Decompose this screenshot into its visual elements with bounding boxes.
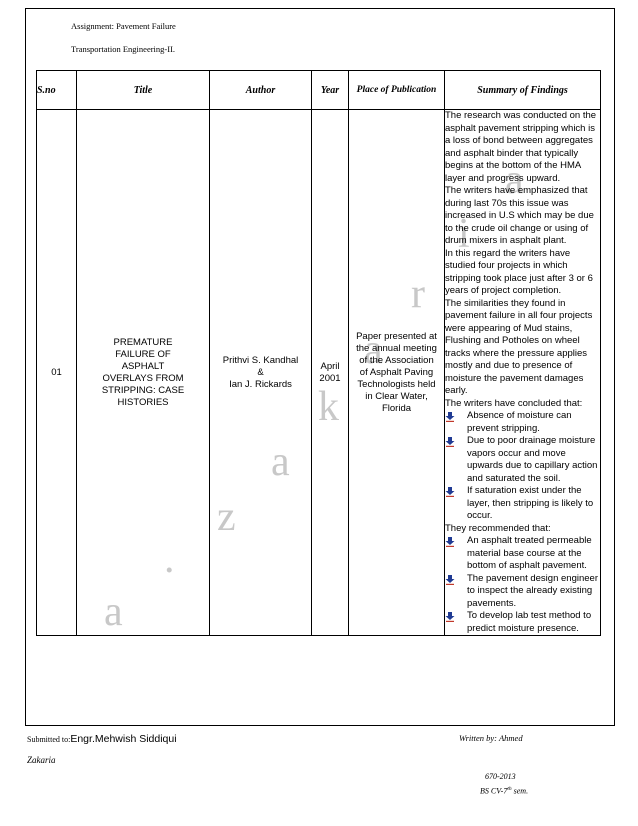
class-suffix: sem. [511,786,529,796]
conclusion-item [445,485,600,523]
submitted-label: Submitted to: [27,735,71,744]
place-line: of the Association [359,354,434,366]
summary-paragraph: The research was conducted on the asphalt pavement stripping which is a loss of bond between aggregates and asphalt binder that typically begins at the bottom of the HMA layer and progress upward. [445,110,597,184]
title-line: HISTORIES [117,396,169,408]
author-last-name: Zakaria [27,755,56,765]
watermark-letter: . [164,536,175,582]
arrow-down-bullet-icon [445,573,467,585]
title-line: ASPHALT [121,360,165,372]
written-by: Written by: Ahmed [459,733,523,743]
summary-paragraph: The similarities they found in pavement failure in all four projects were appearing of Mud stains, Flushing and Potholes on wheel tracks where the pressure applies mostly and due to presence of moisture the pavement damages early. [445,297,593,396]
submitted-name: Engr.Mehwish Siddiqui [70,733,177,745]
cell-sno: 01 [37,110,77,636]
conclusion-text: Absence of moisture can prevent stripping. [467,410,572,434]
place-line: Florida [381,402,412,414]
watermark-letter: i [458,211,470,257]
author-line: Prithvi S. Kandhal [222,354,299,366]
watermark-letter: a [505,157,524,203]
recommendation-text: An asphalt treated permeable material base course at the bottom of asphalt pavement. [467,535,592,571]
cell-title [77,110,210,636]
author-line: & [257,366,264,378]
table-row [37,110,601,636]
concluded-intro: The writers have concluded that: [445,397,583,409]
course-name: Transportation Engineering-II. [71,44,176,54]
recommendation-text: The pavement design engineer to inspect the already existing pavements. [467,572,598,609]
summary-paragraph: In this regard the writers have studied four projects in which stripping took place just after 3 or 6 years of project completion. [445,247,593,296]
watermark-letter: k [318,384,339,430]
cell-place [349,110,445,636]
assignment-title: Assignment: Pavement Failure [71,21,176,31]
watermark-letter: r [411,271,425,317]
header-year: Year [312,71,349,110]
cell-summary [445,110,601,636]
header-summary: Summary of Findings [445,71,601,110]
header-place: Place of Publication [349,71,445,110]
arrow-down-bullet-icon [445,410,467,422]
arrow-down-bullet-icon [445,535,467,547]
cell-year [312,110,349,636]
roll-number: 670-2013 [485,772,516,781]
conclusion-text: If saturation exist under the layer, then stripping is likely to occur. [467,485,594,521]
summary-paragraph: The writers have emphasized that during last 70s this issue was increased in U.S which may be due to the crude oil change or using of drum mixers in asphalt plant. [445,185,594,246]
class-sup: th [507,786,512,792]
cell-author [210,110,312,636]
place-line: Paper presented at [356,330,437,342]
place-line: of Asphalt Paving [359,366,434,378]
conclusion-item [445,435,600,485]
literature-review-table [36,70,601,636]
year-line: 2001 [319,372,341,384]
conclusion-item [445,410,600,435]
title-line: FAILURE OF [115,348,171,360]
place-line: Technologists held [357,378,436,390]
recommendation-text: To develop lab test method to predict moisture presence. [467,610,592,634]
year-line: April [320,360,340,372]
recommendation-item [445,610,600,635]
recommendation-item [445,573,600,611]
place-line: in Clear Water, [365,390,428,402]
title-line: OVERLAYS FROM [102,372,184,384]
table-header-row [37,71,601,110]
watermark-letter: a [271,439,290,485]
header-sno: S.no [37,71,77,110]
place-line: the annual meeting [356,342,437,354]
recommendation-item [445,535,600,573]
title-line: STRIPPING: CASE [101,384,185,396]
arrow-down-bullet-icon [445,485,467,497]
recommended-intro: They recommended that: [445,522,551,534]
arrow-down-bullet-icon [445,610,467,622]
watermark-letter: z [217,494,236,540]
class-semester [480,786,528,796]
conclusion-text: Due to poor drainage moisture vapors occur and move upwards due to capillary action and saturated the soil. [467,435,598,484]
title-line: PREMATURE [113,336,173,348]
header-title: Title [77,71,210,110]
arrow-down-bullet-icon [445,435,467,447]
submitted-to [27,733,177,745]
class-prefix: BS CV-7 [480,786,508,796]
watermark-letter: a [364,327,383,373]
header-author: Author [210,71,312,110]
author-line: Ian J. Rickards [229,378,292,390]
watermark-letter: a [104,589,123,635]
